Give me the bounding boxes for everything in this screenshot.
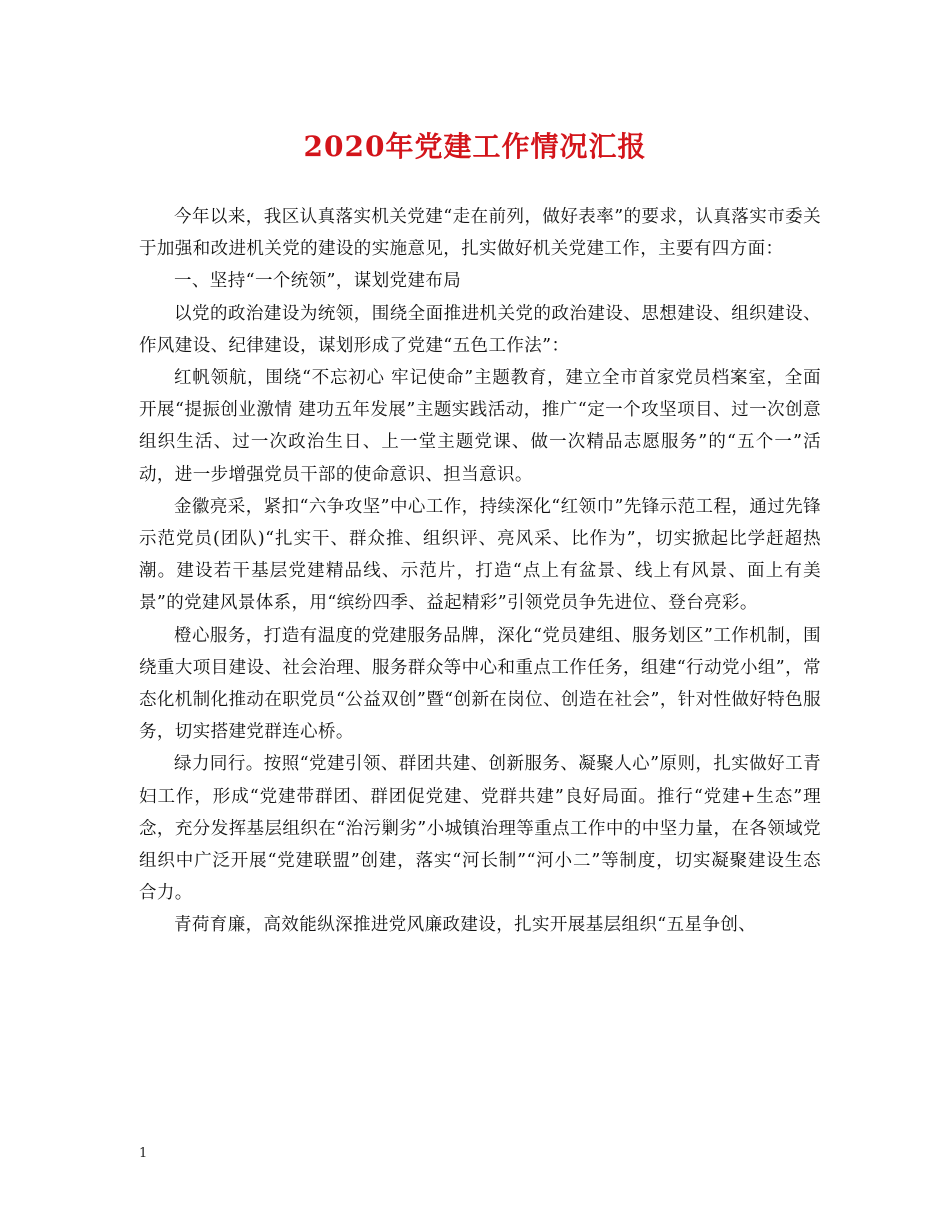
paragraph-overview: 以党的政治建设为统领，围绕全面推进机关党的政治建设、思想建设、组织建设、作风建设、纪律建设，谋划形成了党建“五色工作法”： [139,303,821,356]
paragraph-intro: 今年以来，我区认真落实机关党建“走在前列，做好表率”的要求，认真落实市委关于加强和改进机关党的建设的实施意见，扎实做好机关党建工作，主要有四方面： [139,207,821,260]
paragraph-orange-service: 橙心服务，打造有温度的党建服务品牌，深化“党员建组、服务划区”工作机制，围绕重大项目建设、社会治理、服务群众等中心和重点工作任务，组建“行动党小组”，常态化机制化推动在职党员“公益双创”暨“创新在岗位、创造在社会”，针对性做好特色服务，切实搭建党群连心桥。 [139,625,821,743]
document-body [139,201,821,942]
paragraph-green-action: 绿力同行。按照“党建引领、群团共建、创新服务、凝聚人心”原则，扎实做好工青妇工作，形成“党建带群团、群团促党建、党群共建”良好局面。推行“党建+生态”理念，充分发挥基层组织在“治污剿劣”小城镇治理等重点工作中的中坚力量，在各领域党组织中广泛开展“党建联盟”创建，落实“河长制”“河小二”等制度，切实凝聚建设生态合力。 [139,754,821,904]
document-title: 2020年党建工作情况汇报 [303,130,647,163]
paragraph-blue-lotus: 青荷育廉，高效能纵深推进党风廉政建设，扎实开展基层组织“五星争创、 [174,915,757,936]
paragraph-gold-emblem: 金徽亮采，紧扣“六争攻坚”中心工作，持续深化“红领巾”先锋示范工程，通过先锋示范党员(团队)“扎实干、群众推、组织评、亮风采、比作为”，切实掀起比学赶超热潮。建设若干基层党建精品线、示范片，打造“点上有盆景、线上有风景、面上有美景”的党建风景体系，用“缤纷四季、益起精彩”引领党员争先进位、登台亮彩。 [139,496,821,614]
section-heading-1: 一、坚持“一个统领”，谋划党建布局 [174,271,462,292]
page-number: 1 [139,1146,148,1161]
paragraph-red-sail: 红帆领航，围绕“不忘初心 牢记使命”主题教育，建立全市首家党员档案室，全面开展“提振创业激情 建功五年发展”主题实践活动，推广“定一个攻坚项目、过一次创意组织生活、过一次政治生日、上一堂主题党课、做一次精品志愿服务”的“五个一”活动，进一步增强党员干部的使命意识、担当意识。 [139,368,821,485]
